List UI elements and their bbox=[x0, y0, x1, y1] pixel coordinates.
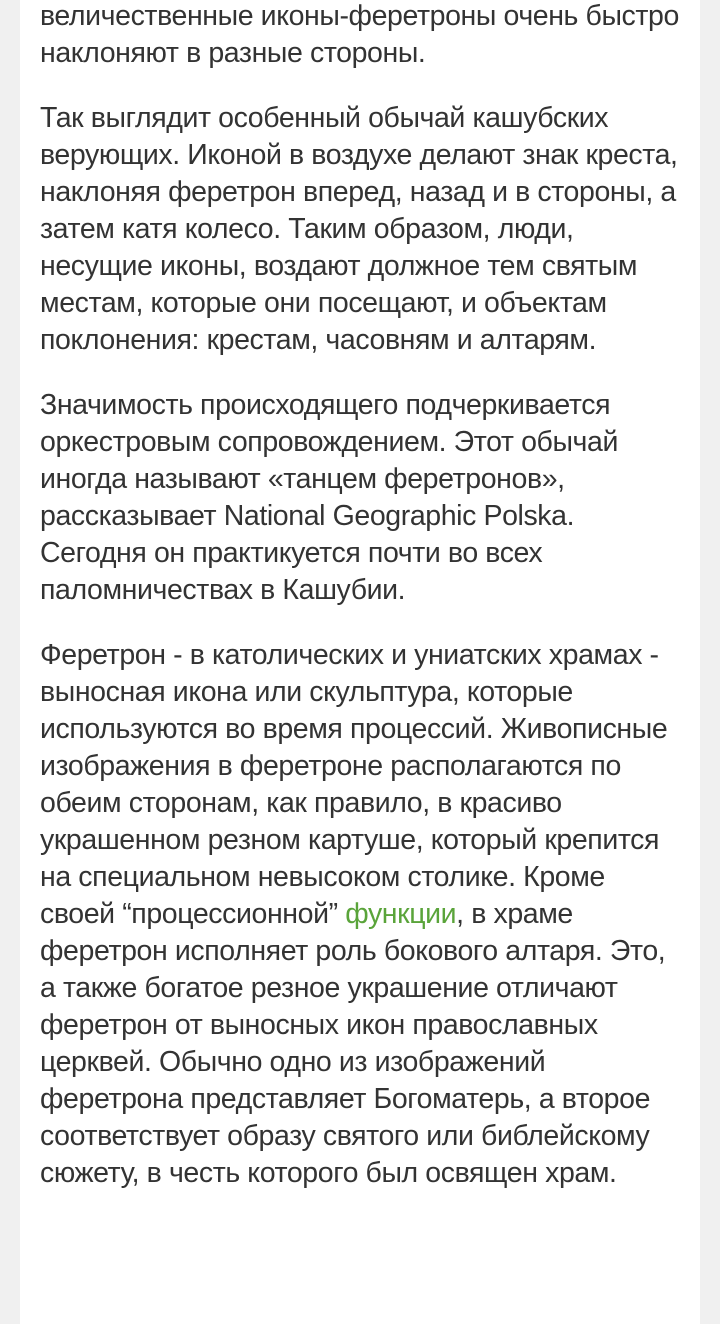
paragraph-3: Значимость происходящего подчеркивается оркестровым сопровождением. Этот обычай иногда называют «танцем феретронов», рассказывает National Geographic Polska. Сегодня он практикуется почти во всех паломничествах в Кашубии. bbox=[40, 389, 618, 606]
paragraph-2: Так выглядит особенный обычай кашубских верующих. Иконой в воздухе делают знак креста, наклоняя феретрон вперед, назад и в стороны, а затем катя колесо. Таким образом, люди, несущие иконы, воздают должное тем святым местам, которые они посещают, и объектам поклонения: крестам, часовням и алтарям. bbox=[40, 102, 678, 356]
article-body bbox=[40, 0, 685, 1220]
functions-link[interactable]: функции bbox=[345, 898, 457, 930]
paragraph-4-text-start: Феретрон - в католических и униатских храмах - выносная икона или скульптура, которые используются во время процессий. Живописные изображения в феретроне располагаются по обеим сторонам, как правило, в красиво украшенном резном картуше, который крепится на специальном невысоком столике. Кроме своей “процессионной” bbox=[40, 639, 668, 930]
paragraph-4 bbox=[40, 637, 685, 1192]
paragraph-1: величественные иконы-феретроны очень быстро наклоняют в разные стороны. bbox=[40, 0, 679, 69]
paragraph-4-text-end: , в храме феретрон исполняет роль бокового алтаря. Это, а также богатое резное украшение отличают феретрон от выносных икон православных церквей. Обычно одно из изображений феретрона представляет Богоматерь, а второе соответствует образу святого или библейскому сюжету, в честь которого был освящен храм. bbox=[40, 898, 666, 1189]
